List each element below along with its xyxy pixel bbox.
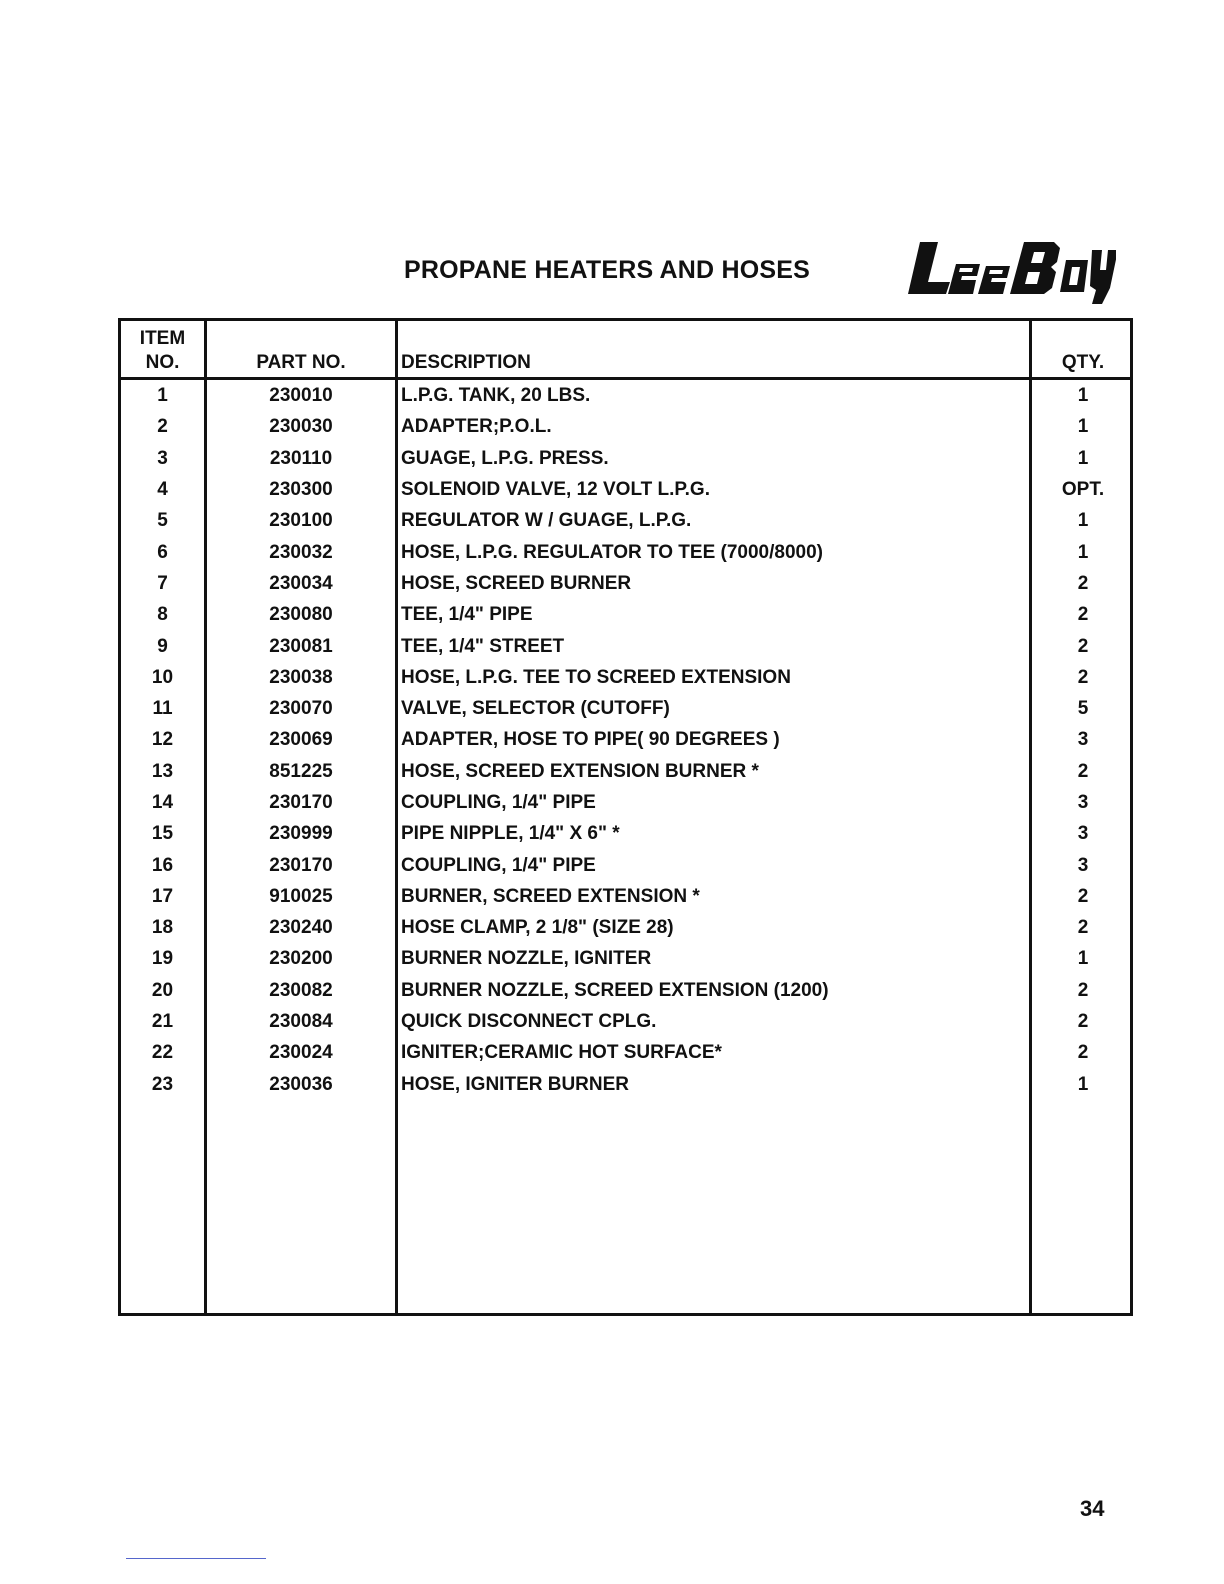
- part-no: 230081: [206, 630, 397, 661]
- item-no: 7: [120, 568, 206, 599]
- leeboy-logo-graphic: [906, 236, 1116, 306]
- item-no: 6: [120, 536, 206, 567]
- item-no: 23: [120, 1069, 206, 1100]
- item-no: 12: [120, 724, 206, 755]
- qty: 1: [1031, 443, 1132, 474]
- part-no: 230038: [206, 662, 397, 693]
- description: GUAGE, L.P.G. PRESS.: [397, 443, 1031, 474]
- table-row: [120, 1037, 1132, 1068]
- description: IGNITER;CERAMIC HOT SURFACE*: [397, 1037, 1031, 1068]
- description: COUPLING, 1/4" PIPE: [397, 787, 1031, 818]
- table-row: [120, 662, 1132, 693]
- item-no: 2: [120, 411, 206, 442]
- item-no: 16: [120, 849, 206, 880]
- qty: 5: [1031, 693, 1132, 724]
- qty: 2: [1031, 568, 1132, 599]
- item-no: 18: [120, 912, 206, 943]
- part-no: 230030: [206, 411, 397, 442]
- item-no-header: [120, 320, 206, 379]
- item-no: 21: [120, 1006, 206, 1037]
- table-row: [120, 975, 1132, 1006]
- item-header-line2: NO.: [145, 352, 180, 373]
- description: QUICK DISCONNECT CPLG.: [397, 1006, 1031, 1037]
- part-no: 230080: [206, 599, 397, 630]
- parts-table: [118, 318, 1133, 1316]
- part-no: 230999: [206, 818, 397, 849]
- item-no: 5: [120, 505, 206, 536]
- table-row: [120, 630, 1132, 661]
- part-no: 230200: [206, 943, 397, 974]
- description: COUPLING, 1/4" PIPE: [397, 849, 1031, 880]
- item-no: 10: [120, 662, 206, 693]
- item-no: 3: [120, 443, 206, 474]
- qty: 2: [1031, 599, 1132, 630]
- footer-rule: [126, 1558, 266, 1559]
- table-row: [120, 599, 1132, 630]
- table-row: [120, 912, 1132, 943]
- part-no: 851225: [206, 756, 397, 787]
- description: PIPE NIPPLE, 1/4" X 6" *: [397, 818, 1031, 849]
- part-no-header: PART NO.: [206, 320, 397, 379]
- table-row: [120, 505, 1132, 536]
- description: TEE, 1/4" PIPE: [397, 599, 1031, 630]
- part-no: 230100: [206, 505, 397, 536]
- leeboy-logo: [906, 236, 1116, 306]
- qty: 2: [1031, 975, 1132, 1006]
- item-no: 8: [120, 599, 206, 630]
- qty: 1: [1031, 379, 1132, 412]
- description: VALVE, SELECTOR (CUTOFF): [397, 693, 1031, 724]
- description: REGULATOR W / GUAGE, L.P.G.: [397, 505, 1031, 536]
- table-row: [120, 411, 1132, 442]
- part-no: 230170: [206, 787, 397, 818]
- item-no: 9: [120, 630, 206, 661]
- item-no: 11: [120, 693, 206, 724]
- qty: 3: [1031, 787, 1132, 818]
- item-no: 4: [120, 474, 206, 505]
- part-no: 230240: [206, 912, 397, 943]
- table-row: [120, 787, 1132, 818]
- table-row: [120, 379, 1132, 412]
- page-title: PROPANE HEATERS AND HOSES: [404, 256, 810, 284]
- description: HOSE, SCREED BURNER: [397, 568, 1031, 599]
- table-row: [120, 943, 1132, 974]
- table-row: [120, 443, 1132, 474]
- item-no: 13: [120, 756, 206, 787]
- table-filler-row: [120, 1100, 1132, 1315]
- part-no: 230170: [206, 849, 397, 880]
- table-header-row: [120, 320, 1132, 379]
- table-row: [120, 724, 1132, 755]
- description: HOSE, SCREED EXTENSION BURNER *: [397, 756, 1031, 787]
- description: ADAPTER, HOSE TO PIPE( 90 DEGREES ): [397, 724, 1031, 755]
- description: HOSE CLAMP, 2 1/8" (SIZE 28): [397, 912, 1031, 943]
- item-header-line1: ITEM: [139, 328, 186, 349]
- description: BURNER NOZZLE, SCREED EXTENSION (1200): [397, 975, 1031, 1006]
- description-header: DESCRIPTION: [397, 320, 1031, 379]
- table-row: [120, 693, 1132, 724]
- table-row: [120, 568, 1132, 599]
- part-no: 230034: [206, 568, 397, 599]
- qty: 2: [1031, 1006, 1132, 1037]
- part-no: 230110: [206, 443, 397, 474]
- qty: 2: [1031, 662, 1132, 693]
- qty: 1: [1031, 505, 1132, 536]
- part-no: 230070: [206, 693, 397, 724]
- qty-header: QTY.: [1031, 320, 1132, 379]
- description: HOSE, IGNITER BURNER: [397, 1069, 1031, 1100]
- qty: 2: [1031, 1037, 1132, 1068]
- part-no: 230069: [206, 724, 397, 755]
- table-row: [120, 1069, 1132, 1100]
- description: SOLENOID VALVE, 12 VOLT L.P.G.: [397, 474, 1031, 505]
- qty: 2: [1031, 881, 1132, 912]
- qty: 3: [1031, 818, 1132, 849]
- qty: 2: [1031, 756, 1132, 787]
- page-number: 34: [1080, 1496, 1105, 1521]
- table-row: [120, 849, 1132, 880]
- qty: OPT.: [1031, 474, 1132, 505]
- part-no: 230024: [206, 1037, 397, 1068]
- table-row: [120, 818, 1132, 849]
- part-no: 230082: [206, 975, 397, 1006]
- qty: 1: [1031, 943, 1132, 974]
- item-no: 1: [120, 379, 206, 412]
- qty: 1: [1031, 411, 1132, 442]
- qty: 3: [1031, 849, 1132, 880]
- description: ADAPTER;P.O.L.: [397, 411, 1031, 442]
- item-no: 19: [120, 943, 206, 974]
- table-row: [120, 1006, 1132, 1037]
- item-no: 20: [120, 975, 206, 1006]
- table-row: [120, 881, 1132, 912]
- part-no: 910025: [206, 881, 397, 912]
- qty: 1: [1031, 536, 1132, 567]
- part-no: 230032: [206, 536, 397, 567]
- description: BURNER NOZZLE, IGNITER: [397, 943, 1031, 974]
- item-no: 22: [120, 1037, 206, 1068]
- description: HOSE, L.P.G. REGULATOR TO TEE (7000/8000): [397, 536, 1031, 567]
- description: HOSE, L.P.G. TEE TO SCREED EXTENSION: [397, 662, 1031, 693]
- qty: 2: [1031, 630, 1132, 661]
- part-no: 230084: [206, 1006, 397, 1037]
- item-no: 15: [120, 818, 206, 849]
- table-row: [120, 756, 1132, 787]
- part-no: 230036: [206, 1069, 397, 1100]
- qty: 2: [1031, 912, 1132, 943]
- item-no: 14: [120, 787, 206, 818]
- qty: 3: [1031, 724, 1132, 755]
- description: L.P.G. TANK, 20 LBS.: [397, 379, 1031, 412]
- qty: 1: [1031, 1069, 1132, 1100]
- item-no: 17: [120, 881, 206, 912]
- part-no: 230010: [206, 379, 397, 412]
- description: TEE, 1/4" STREET: [397, 630, 1031, 661]
- table-row: [120, 536, 1132, 567]
- part-no: 230300: [206, 474, 397, 505]
- description: BURNER, SCREED EXTENSION *: [397, 881, 1031, 912]
- table-row: [120, 474, 1132, 505]
